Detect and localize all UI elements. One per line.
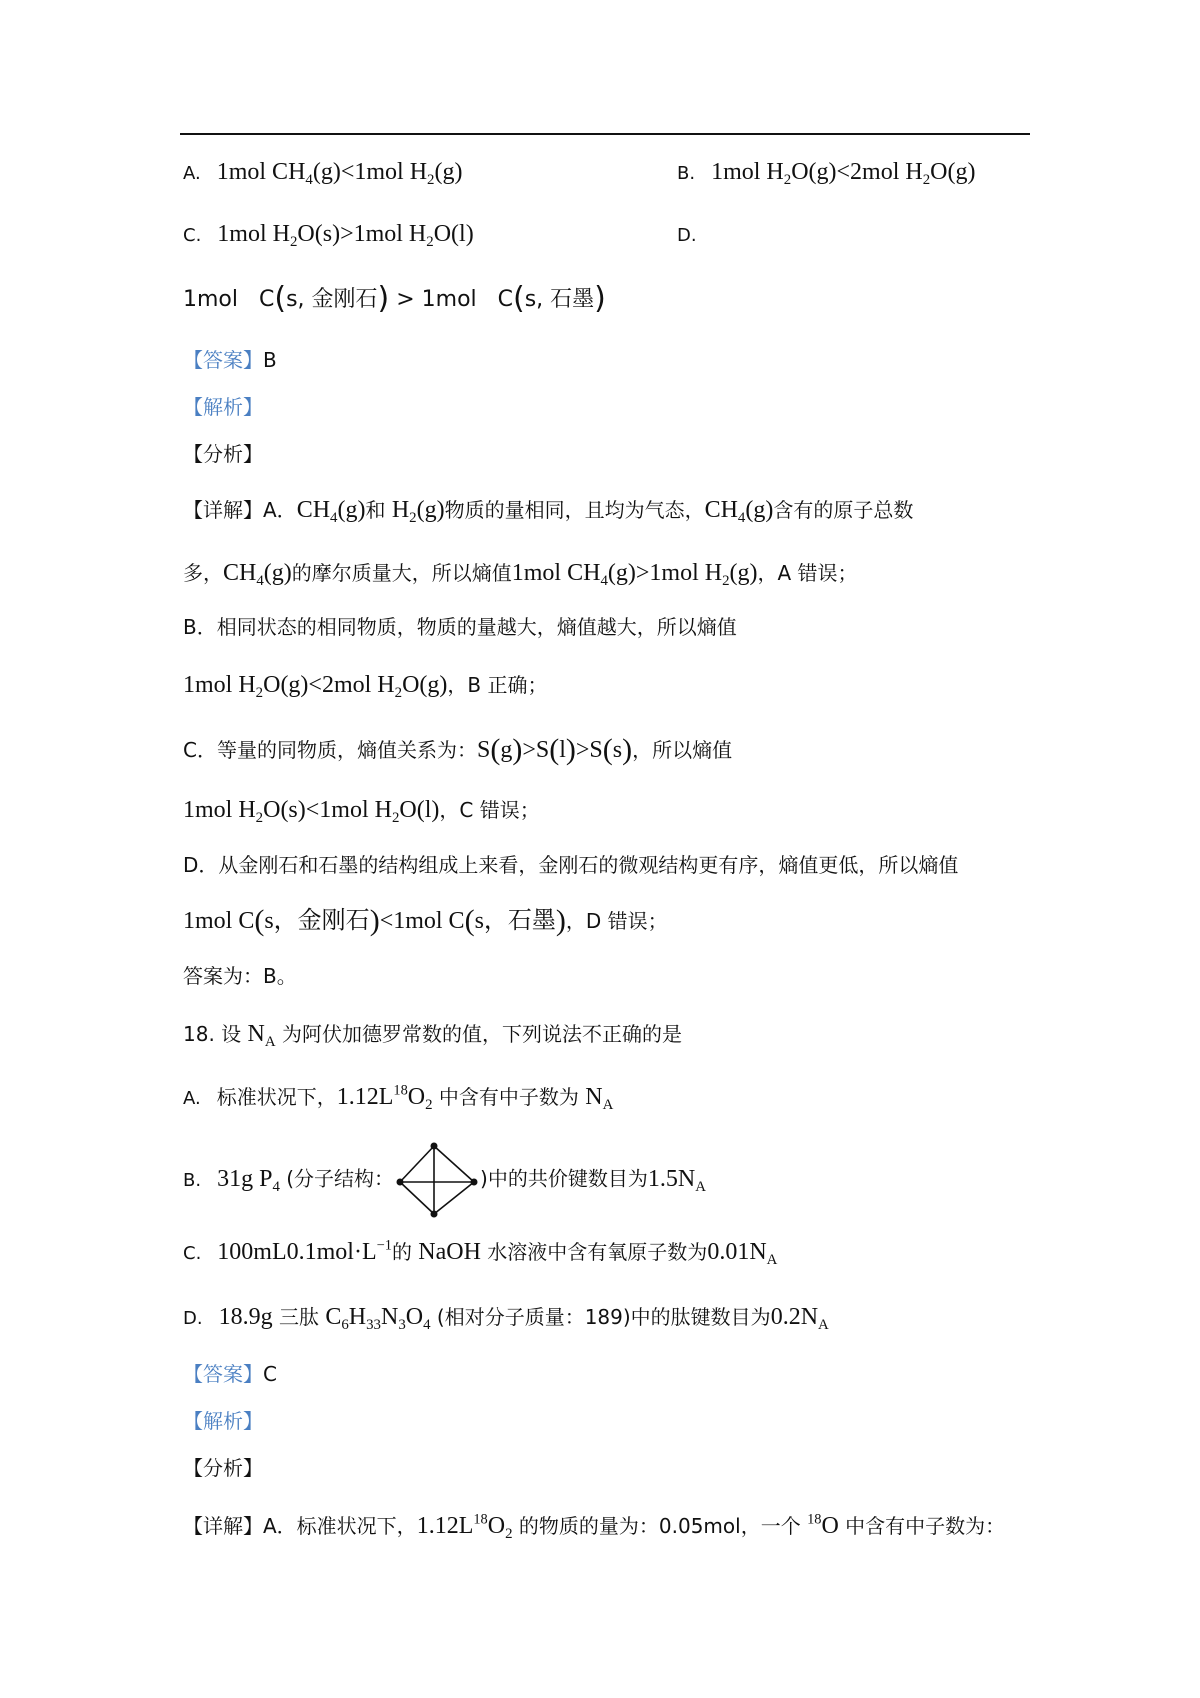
detail-a-line2: 多，$CH_4(g)$的摩尔质量大，所以熵值1mol $CH_4(g)>1mol$ $H_2(g)$，A 错误； [183, 560, 858, 590]
analysis-1: 【解析】 [183, 395, 263, 419]
option-c: C. 1mol $H_2O(s)>1mol$ $H_2O(l)$ [183, 221, 474, 251]
fenxi-1: 【分析】 [183, 442, 263, 466]
detail-b-line2: 1mol $H_2O(g)<2mol$ $H_2O(g)$，B 正确； [183, 672, 548, 702]
fenxi-2: 【分析】 [183, 1456, 263, 1480]
header-rule [180, 133, 1030, 135]
p4-tetrahedron-icon [396, 1142, 478, 1218]
option-d-formula: 1mol C(s, 金刚石) > 1mol C(s, 石墨) [183, 281, 606, 316]
detail-d-line1: D．从金刚石和石墨的结构组成上来看，金刚石的微观结构更有序，熵值更低，所以熵值 [183, 853, 959, 877]
option-a: A. 1mol $CH_4(g)<1mol$ $H_2(g)$ [183, 159, 463, 189]
detail-c-line1: C．等量的同物质，熵值关系为：S(g)>S(l)>S(s)，所以熵值 [183, 733, 733, 766]
q18-stem: 18. 设 $N_A$ 为阿伏加德罗常数的值，下列说法不正确的是 [183, 1021, 682, 1051]
analysis-2: 【解析】 [183, 1409, 263, 1433]
q18-option-d: D. 18.9g 三肽 $C_6H_{33}N_3O_4$ (相对分子质量：189)中的肽键数目为$0.2N_A$ [183, 1304, 829, 1334]
detail-c-line2: 1mol $H_2O(s)<1mol$ $H_2O(l)$，C 错误； [183, 797, 540, 827]
detail-q18-a: 【详解】A．标准状况下，$1.12L^{18}O_2$ 的物质的量为：0.05mol，一个 $^{18}$O 中含有中子数为： [183, 1511, 1006, 1543]
answer-2: 【答案】C [183, 1362, 277, 1386]
answer-1: 【答案】B [183, 348, 277, 372]
option-b: B. 1mol $H_2O(g)<2mol$ $H_2O(g)$ [677, 159, 976, 189]
detail-b-line1: B．相同状态的相同物质，物质的量越大，熵值越大，所以熵值 [183, 615, 737, 639]
conclusion-1: 答案为：B。 [183, 964, 297, 988]
detail-a-line1: 【详解】A．$CH_4(g)$和 $H_2(g)$物质的量相同，且均为气态，$CH_4(g)$含有的原子总数 [183, 497, 914, 527]
option-d-label: D. [677, 225, 697, 246]
q18-option-c: C. $100mL0.1mol\cdot L^{-1}$的 NaOH 水溶液中含有氧原子数为$0.01N_A$ [183, 1237, 778, 1269]
q18-option-b: B. 31g $P_4$ (分子结构： )中的共价键数目为$1.5N_A$ [183, 1142, 706, 1218]
detail-d-line2: 1mol C(s，金刚石)<1mol C(s，石墨)，D 错误； [183, 904, 668, 937]
q18-option-a: A. 标准状况下，$1.12L^{18}O_2$ 中含有中子数为 $N_A$ [183, 1082, 614, 1114]
